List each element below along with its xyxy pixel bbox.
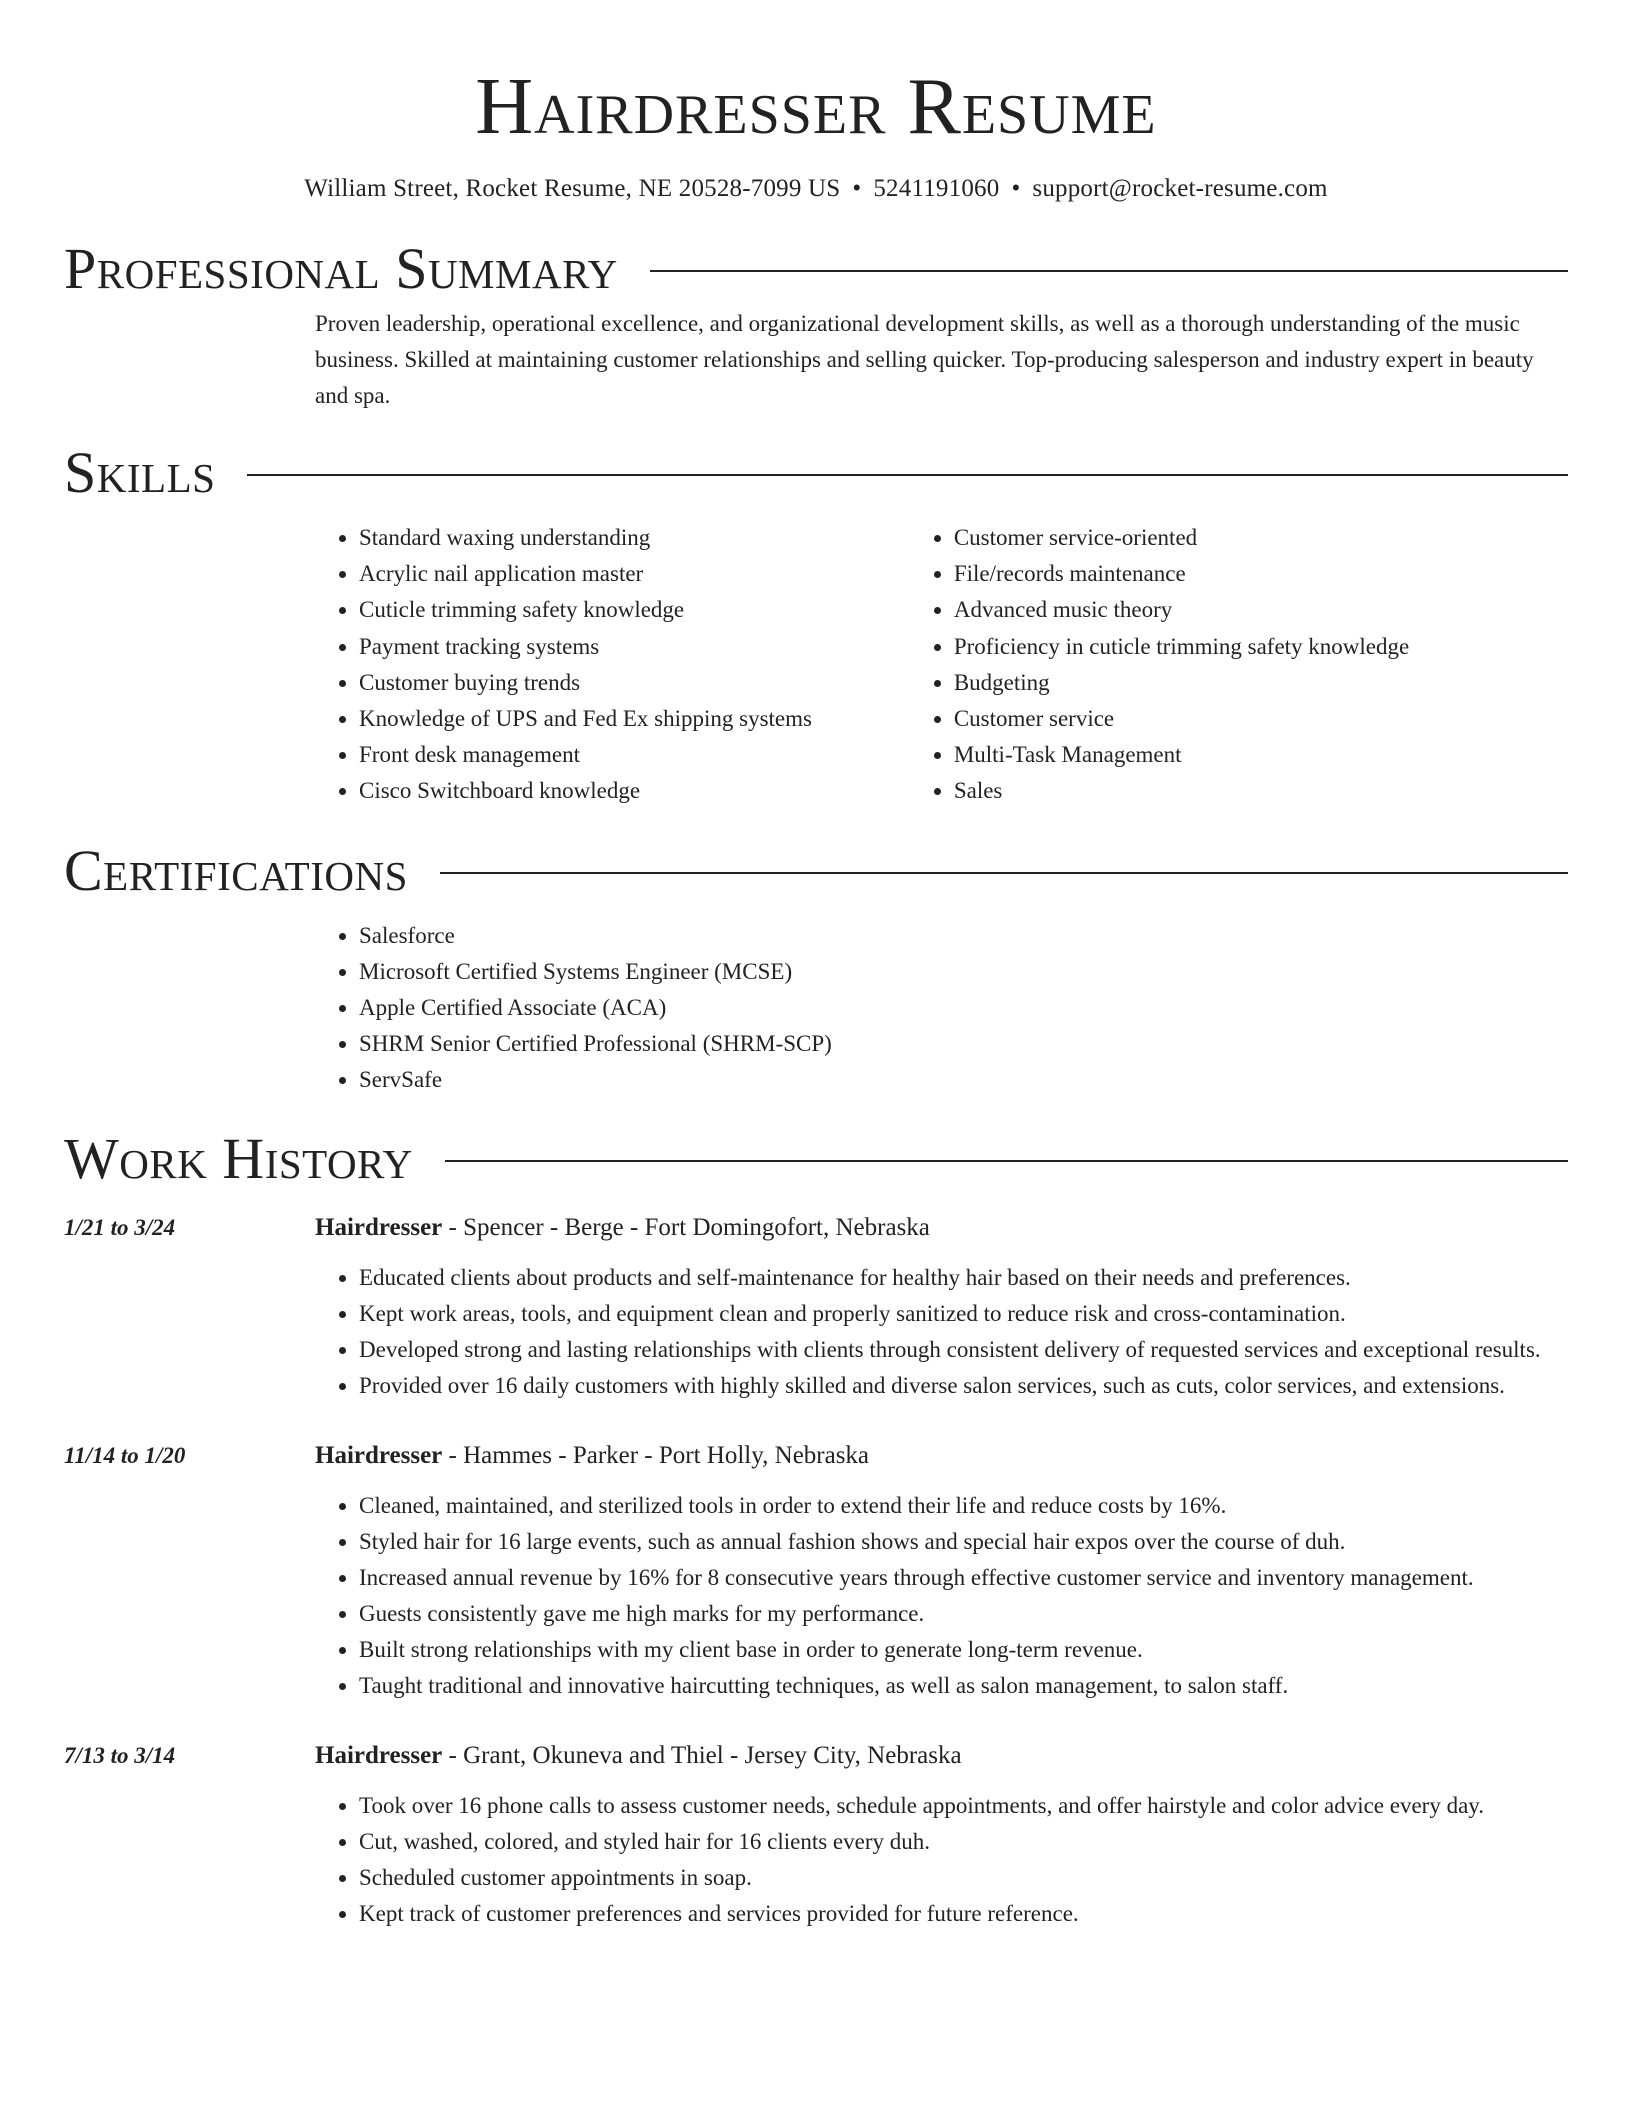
contact-separator: •	[1011, 175, 1021, 202]
job-bullet: • Educated clients about products and self-maintenance for healthy hair based on their needs and preferences.	[359, 1260, 1568, 1296]
job-employer: - Spencer - Berge - Fort Domingofort, Nebraska	[442, 1213, 930, 1241]
resume-page	[64, 0, 1568, 1932]
job-title: Hairdresser	[315, 1441, 443, 1469]
work-history-section-header	[64, 1125, 1568, 1191]
job-bullets	[315, 1488, 1568, 1704]
job-bullet: • Developed strong and lasting relationships with clients through consistent delivery of requested services and exceptional results.	[359, 1332, 1568, 1368]
job-bullet: • Built strong relationships with my client base in order to generate long-term revenue.	[359, 1632, 1568, 1668]
job-bullet: • Provided over 16 daily customers with highly skilled and diverse salon services, such as cuts, color services, and extensions.	[359, 1368, 1568, 1404]
section-divider	[247, 474, 1568, 476]
resume-title: Hairdresser Resume	[475, 63, 1157, 151]
skill-item: • Customer buying trends	[359, 665, 910, 701]
certification-item: • Apple Certified Associate (ACA)	[359, 990, 1568, 1026]
job-title-line	[315, 1738, 1568, 1774]
job-bullet: • Cleaned, maintained, and sterilized tools in order to extend their life and reduce costs by 16%.	[359, 1488, 1568, 1524]
job-title-line	[315, 1438, 1568, 1474]
job-bullets	[315, 1260, 1568, 1404]
job-entry	[64, 1738, 1568, 1932]
section-divider	[445, 1160, 1568, 1162]
job-bullet: • Cut, washed, colored, and styled hair for 16 clients every duh.	[359, 1824, 1568, 1860]
summary-body	[315, 306, 1568, 414]
certification-item: • Microsoft Certified Systems Engineer (MCSE)	[359, 954, 1568, 990]
job-bullet: • Scheduled customer appointments in soap.	[359, 1860, 1568, 1896]
job-content	[315, 1738, 1568, 1932]
job-bullet: • Taught traditional and innovative haircutting techniques, as well as salon management, to salon staff.	[359, 1668, 1568, 1704]
skill-item: • Knowledge of UPS and Fed Ex shipping systems	[359, 701, 910, 737]
skills-list	[315, 520, 1568, 810]
skill-item: • Standard waxing understanding	[359, 520, 910, 556]
skill-item: • Cuticle trimming safety knowledge	[359, 592, 910, 628]
summary-text: Proven leadership, operational excellence, and organizational development skills, as well as a thorough understanding of the music business. Skilled at maintaining customer relationships and selling quicker. Top-producing salesperson and industry expert in beauty and spa.	[315, 311, 1534, 408]
skill-item: • Advanced music theory	[954, 592, 1568, 628]
skill-item: • Acrylic nail application master	[359, 556, 910, 592]
job-bullet: • Kept work areas, tools, and equipment clean and properly sanitized to reduce risk and cross-contamination.	[359, 1296, 1568, 1332]
section-divider	[440, 872, 1568, 874]
job-entry	[64, 1210, 1568, 1404]
skills-section-header	[64, 442, 1568, 504]
skills-column-right	[910, 520, 1568, 810]
certification-item: • Salesforce	[359, 918, 1568, 954]
skill-item: • Customer service	[954, 701, 1568, 737]
skill-item: • Budgeting	[954, 665, 1568, 701]
job-dates: 11/14 to 1/20	[64, 1442, 186, 1468]
job-title: Hairdresser	[315, 1213, 443, 1241]
job-bullet: • Kept track of customer preferences and services provided for future reference.	[359, 1896, 1568, 1932]
skills-heading: Skills	[64, 440, 216, 505]
contact-address: William Street, Rocket Resume, NE 20528-7099 US	[304, 175, 841, 202]
skills-column-left	[315, 520, 910, 810]
contact-separator: •	[852, 175, 862, 202]
skill-item: • Front desk management	[359, 737, 910, 773]
work-history-heading: Work History	[64, 1125, 413, 1191]
job-employer: - Hammes - Parker - Port Holly, Nebraska	[442, 1441, 870, 1469]
summary-heading: Professional Summary	[64, 236, 618, 301]
job-dates: 1/21 to 3/24	[64, 1214, 176, 1240]
contact-line	[64, 172, 1568, 206]
skill-item: • Customer service-oriented	[954, 520, 1568, 556]
skill-item: • Payment tracking systems	[359, 629, 910, 665]
contact-email: support@rocket-resume.com	[1032, 175, 1328, 202]
job-content	[315, 1210, 1568, 1404]
job-title: Hairdresser	[315, 1741, 443, 1769]
job-bullet: • Took over 16 phone calls to assess customer needs, schedule appointments, and offer hairstyle and color advice every day.	[359, 1788, 1568, 1824]
section-divider	[650, 270, 1568, 272]
certifications-list	[315, 918, 1568, 1098]
skill-item: • Sales	[954, 773, 1568, 809]
contact-phone: 5241191060	[873, 175, 1000, 202]
skill-item: • Cisco Switchboard knowledge	[359, 773, 910, 809]
job-bullet: • Guests consistently gave me high marks for my performance.	[359, 1596, 1568, 1632]
summary-section-header	[64, 238, 1568, 300]
job-content	[315, 1438, 1568, 1704]
job-bullet: • Increased annual revenue by 16% for 8 consecutive years through effective customer service and inventory management.	[359, 1560, 1568, 1596]
job-entry	[64, 1438, 1568, 1704]
skill-item: • File/records maintenance	[954, 556, 1568, 592]
job-title-line	[315, 1210, 1568, 1246]
job-employer: - Grant, Okuneva and Thiel - Jersey City, Nebraska	[442, 1741, 962, 1769]
skill-item: • Proficiency in cuticle trimming safety knowledge	[954, 629, 1568, 665]
certifications-body	[315, 918, 1568, 1098]
job-bullets	[315, 1788, 1568, 1932]
certifications-section-header	[64, 837, 1568, 903]
certification-item: • SHRM Senior Certified Professional (SHRM-SCP)	[359, 1026, 1568, 1062]
certifications-heading: Certifications	[64, 837, 408, 903]
skill-item: • Multi-Task Management	[954, 737, 1568, 773]
job-bullet: • Styled hair for 16 large events, such as annual fashion shows and special hair expos over the course of duh.	[359, 1524, 1568, 1560]
certification-item: • ServSafe	[359, 1062, 1568, 1098]
job-dates: 7/13 to 3/14	[64, 1742, 176, 1768]
